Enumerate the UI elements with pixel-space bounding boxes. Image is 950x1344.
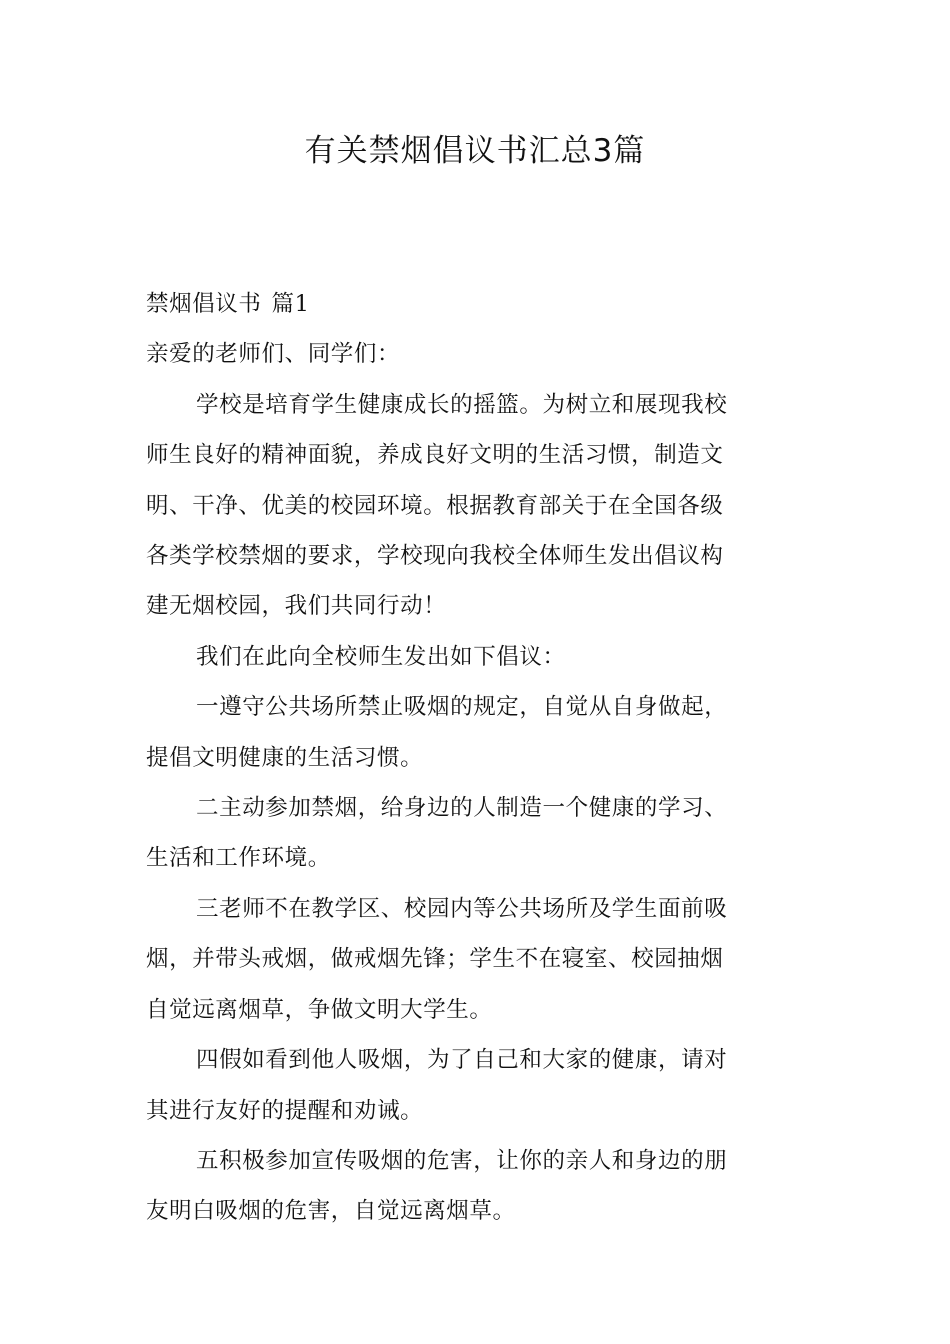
body-line: 友明白吸烟的危害，自觉远离烟草。 xyxy=(146,1198,516,1225)
body-line: 三老师不在教学区、校园内等公共场所及学生面前吸 xyxy=(196,895,728,922)
body-line: 生活和工作环境。 xyxy=(146,845,331,872)
body-line: 我们在此向全校师生发出如下倡议： xyxy=(196,643,566,670)
body-line: 二主动参加禁烟，给身边的人制造一个健康的学习、 xyxy=(196,795,728,822)
body-line: 自觉远离烟草，争做文明大学生。 xyxy=(146,996,493,1023)
body-line: 四假如看到他人吸烟，为了自己和大家的健康，请对 xyxy=(196,1047,728,1074)
body-line: 其进行友好的提醒和劝诫。 xyxy=(146,1097,424,1124)
salutation: 亲爱的老师们、同学们： xyxy=(146,341,401,368)
body-line: 提倡文明健康的生活习惯。 xyxy=(146,744,424,771)
body-line: 各类学校禁烟的要求，学校现向我校全体师生发出倡议构 xyxy=(146,543,724,570)
body-line: 师生良好的精神面貌，养成良好文明的生活习惯，制造文 xyxy=(146,442,724,469)
body-line: 建无烟校园，我们共同行动！ xyxy=(146,593,447,620)
body-line: 明、干净、优美的校园环境。根据教育部关于在全国各级 xyxy=(146,492,724,519)
body-line: 一遵守公共场所禁止吸烟的规定，自觉从自身做起， xyxy=(196,694,728,721)
section-heading-text: 禁烟倡议书 xyxy=(146,291,262,317)
document-body xyxy=(146,279,810,1237)
body-line: 烟，并带头戒烟，做戒烟先锋；学生不在寝室、校园抽烟 xyxy=(146,946,724,973)
body-line: 五积极参加宣传吸烟的危害，让你的亲人和身边的朋 xyxy=(196,1147,728,1174)
paragraph-lines xyxy=(146,380,810,1237)
document-title: 有关禁烟倡议书汇总3篇 xyxy=(304,133,646,169)
section-number: 篇1 xyxy=(271,291,310,317)
section-heading xyxy=(146,279,810,329)
body-line: 学校是培育学生健康成长的摇篮。为树立和展现我校 xyxy=(196,391,728,418)
